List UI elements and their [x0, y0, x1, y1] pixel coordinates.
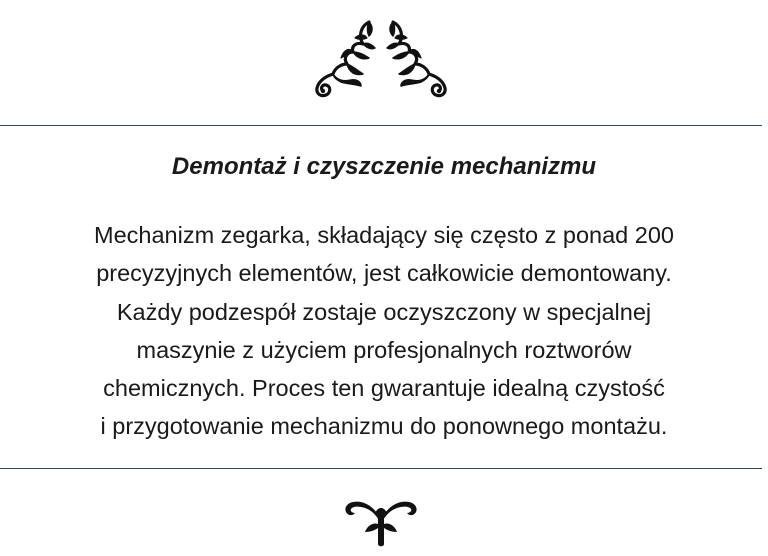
section-paragraph — [14, 216, 754, 446]
section-title: Demontaż i czyszczenie mechanizmu — [171, 153, 597, 180]
paragraph-line: chemicznych. Proces ten gwarantuje idealną czystość — [103, 375, 665, 402]
paragraph-line: precyzyjnych elementów, jest całkowicie demontowany. — [96, 260, 672, 287]
paragraph-line: i przygotowanie mechanizmu do ponownego montażu. — [100, 413, 668, 440]
floral-scroll-ornament-icon — [311, 18, 451, 98]
top-divider — [0, 125, 762, 126]
fleur-ornament-icon — [343, 494, 419, 548]
paragraph-line: maszynie z użyciem profesjonalnych roztworów — [136, 336, 632, 363]
bottom-divider — [0, 468, 762, 469]
paragraph-line: Każdy podzespół zostaje oczyszczony w specjalnej — [116, 298, 652, 325]
paragraph-line: Mechanizm zegarka, składający się często z ponad 200 — [94, 222, 674, 248]
